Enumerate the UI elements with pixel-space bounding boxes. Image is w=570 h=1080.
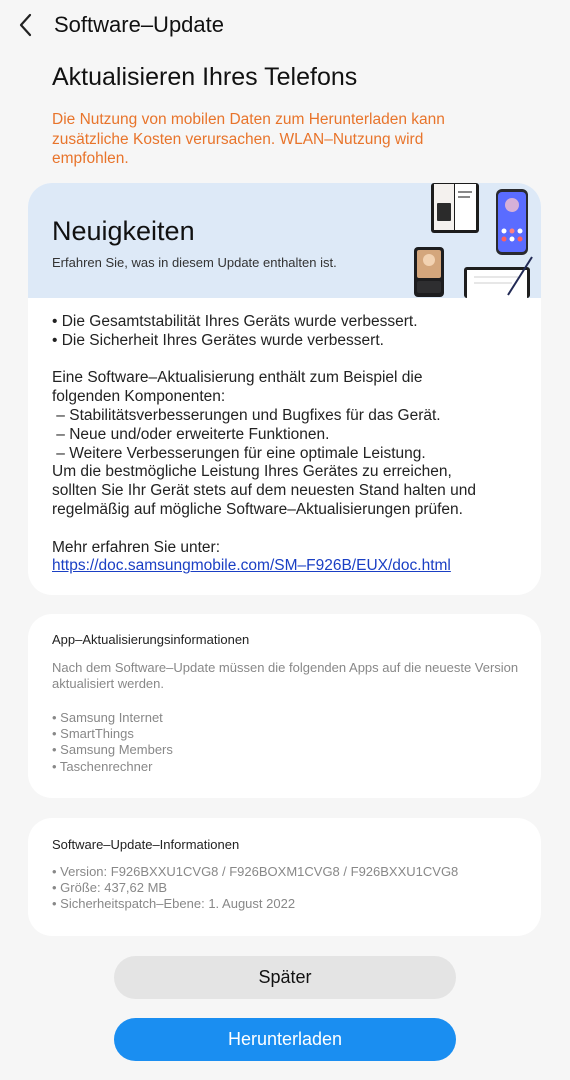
- news-title: Neuigkeiten: [52, 216, 195, 246]
- list-item: • Samsung Members: [52, 742, 173, 758]
- news-line: sollten Sie Ihr Gerät stets auf dem neuesten Stand halten und: [52, 482, 476, 500]
- news-subtitle: Erfahren Sie, was in diesem Update enthalten ist.: [52, 255, 337, 270]
- app-update-info-card: [28, 614, 541, 798]
- list-item: • Sicherheitspatch–Ebene: 1. August 2022: [52, 896, 296, 912]
- news-line: – Weitere Verbesserungen für eine optimale Leistung.: [52, 444, 426, 462]
- list-item: • Größe: 437,62 MB: [52, 880, 168, 896]
- later-button[interactable]: Später: [114, 956, 456, 999]
- news-line: folgenden Komponenten:: [52, 388, 226, 406]
- top-bar: [0, 0, 570, 50]
- list-item: • Version: F926BXXU1CVG8 / F926BOXM1CVG8 / F926BXXU1CVG8: [52, 864, 459, 879]
- news-line: • Die Sicherheit Ihres Gerätes wurde verbessert.: [52, 331, 384, 349]
- page-title: Software–Update: [54, 12, 224, 37]
- news-card: [28, 183, 541, 595]
- software-update-info-card: [28, 818, 541, 936]
- back-button[interactable]: [14, 10, 40, 40]
- news-line: – Neue und/oder erweiterte Funktionen.: [52, 425, 330, 443]
- news-spacer: [52, 520, 522, 539]
- news-line: regelmäßig auf mögliche Software–Aktualisierungen prüfen.: [52, 500, 463, 518]
- update-heading: Aktualisieren Ihres Telefons: [52, 63, 358, 91]
- devices-illustration: [408, 183, 541, 298]
- app-list: [52, 710, 173, 775]
- update-info-list: [52, 864, 458, 913]
- news-line: Um die bestmögliche Leistung Ihres Gerätes zu erreichen,: [52, 463, 452, 481]
- news-line: • Die Gesamtstabilität Ihres Geräts wurde verbessert.: [52, 313, 418, 330]
- app-update-title: App–Aktualisierungsinformationen: [52, 632, 250, 647]
- news-line: – Stabilitätsverbesserungen und Bugfixes für das Gerät.: [52, 406, 441, 424]
- list-item: • Taschenrechner: [52, 758, 153, 774]
- list-item: • Samsung Internet: [52, 710, 163, 725]
- news-body: [52, 313, 522, 576]
- news-spacer: [52, 351, 522, 370]
- mobile-data-warning: Die Nutzung von mobilen Daten zum Herunterladen kann zusätzliche Kosten verursachen. WLAN–Nutzung wird empfohlen.: [52, 111, 445, 167]
- documentation-link[interactable]: https://doc.samsungmobile.com/SM–F926B/EUX/doc.html: [52, 557, 451, 575]
- news-banner: [28, 183, 541, 298]
- download-button[interactable]: Herunterladen: [114, 1018, 456, 1061]
- news-line: Eine Software–Aktualisierung enthält zum Beispiel die: [52, 369, 423, 387]
- update-info-title: Software–Update–Informationen: [52, 837, 240, 852]
- news-line: Mehr erfahren Sie unter:: [52, 538, 221, 556]
- chevron-left-icon: [14, 10, 40, 40]
- list-item: • SmartThings: [52, 726, 134, 742]
- app-update-description: Nach dem Software–Update müssen die folgenden Apps auf die neueste Version aktualisiert werden.: [52, 660, 519, 692]
